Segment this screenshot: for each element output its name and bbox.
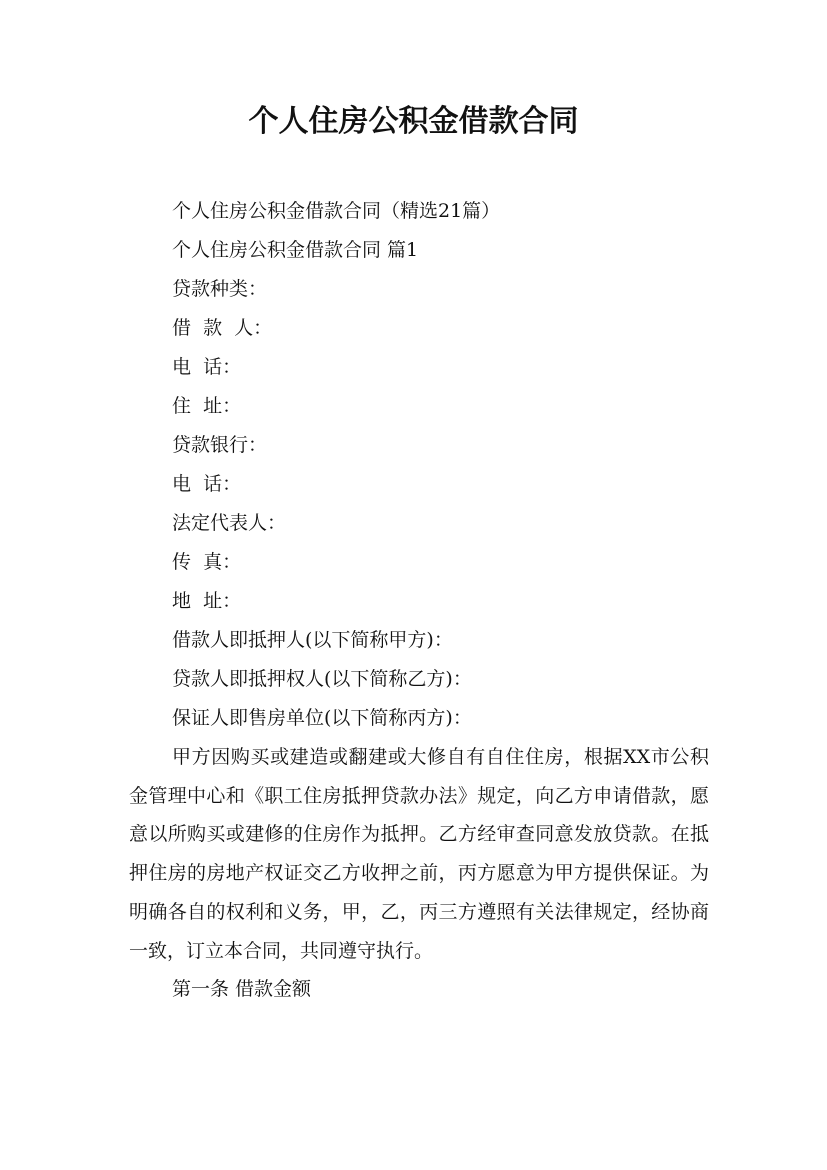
field-fax: 传 真： [172, 551, 242, 573]
party-a-line: 借款人即抵押人(以下简称甲方)： [172, 629, 453, 651]
field-lending-bank: 贷款银行： [172, 434, 268, 456]
field-legal-representative: 法定代表人： [172, 512, 287, 534]
chapter-heading: 个人住房公积金借款合同 篇1 [172, 239, 419, 261]
intro-paragraph: 甲方因购买或建造或翻建或大修自有自住住房，根据XX市公积金管理中心和《职工住房抵押贷款办法》规定，向乙方申请借款，愿意以所购买或建修的住房作为抵押。乙方经审查同意发放贷款。在抵押住房的房地产权证交乙方收押之前，丙方愿意为甲方提供保证。为明确各自的权利和义务，甲，乙，丙三方遵照有关法律规定，经协商一致，订立本合同，共同遵守执行。 [129, 746, 709, 962]
field-bank-address: 地 址： [172, 590, 242, 612]
section-heading: 第一条 借款金额 [172, 978, 312, 1001]
party-c-line: 保证人即售房单位(以下简称丙方)： [172, 707, 472, 729]
subtitle-line: 个人住房公积金借款合同（精选21篇） [172, 200, 501, 222]
document-body [129, 192, 709, 1009]
field-bank-phone: 电 话： [172, 473, 242, 495]
field-loan-type: 贷款种类： [172, 278, 268, 300]
party-b-line: 贷款人即抵押权人(以下简称乙方)： [172, 668, 472, 690]
field-borrower-phone: 电 话： [172, 356, 242, 378]
field-borrower: 借 款 人： [172, 317, 273, 339]
document-title: 个人住房公积金借款合同 [248, 104, 579, 139]
field-borrower-address: 住 址： [172, 395, 242, 417]
